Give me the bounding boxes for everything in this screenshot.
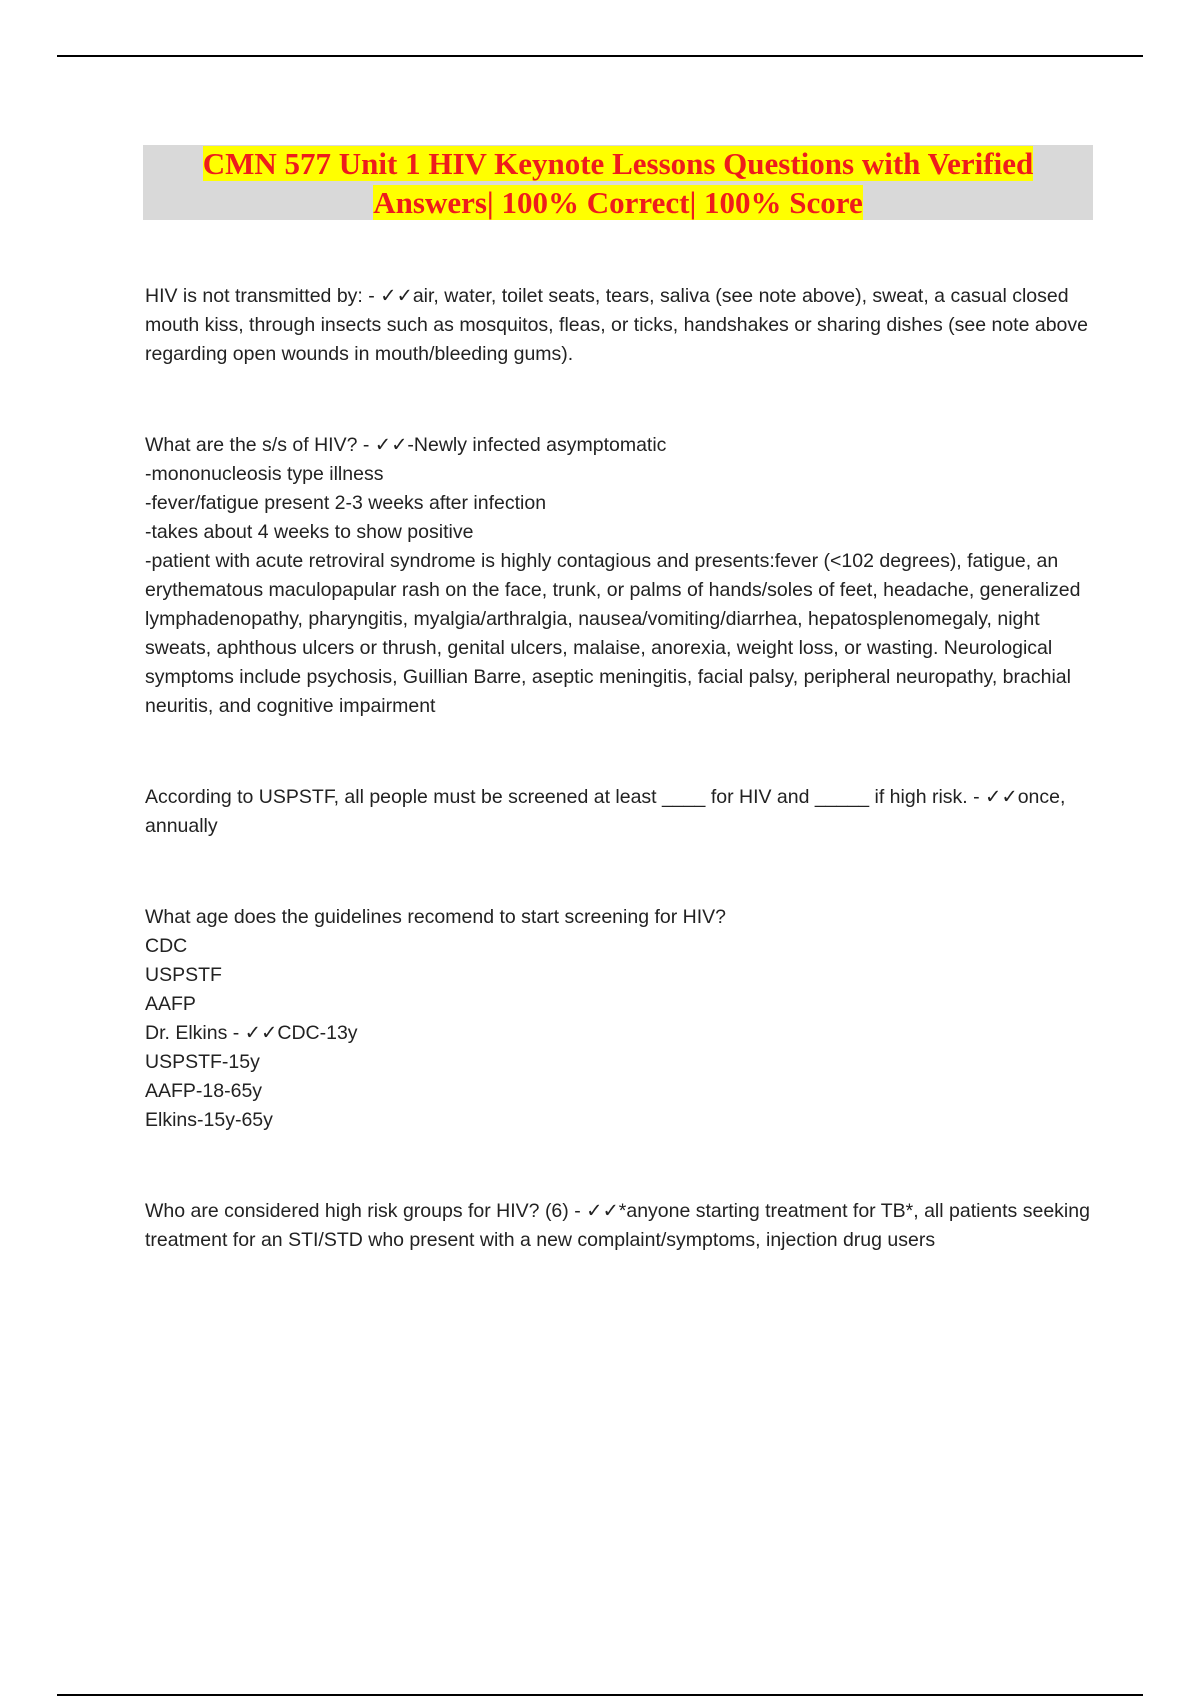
document-title: CMN 577 Unit 1 HIV Keynote Lessons Questions with Verified Answers| 100% Correct| 100% Score xyxy=(202,145,1034,220)
list-item: AAFP xyxy=(145,993,196,1015)
question-line: What age does the guidelines recomend to start screening for HIV? xyxy=(145,906,726,928)
answer-paragraph: HIV is not transmitted by: - ✓✓air, water, toilet seats, tears, saliva (see note above), sweat, a casual closed mouth kiss, through insects such as mosquitos, fleas, or ticks, handshakes or sharing dishes (see note above regarding open wounds in mouth/bleeding gums). xyxy=(145,285,1088,365)
list-item: USPSTF-15y xyxy=(145,1051,260,1073)
list-item: Dr. Elkins - ✓✓CDC-13y xyxy=(145,1022,358,1044)
list-item: USPSTF xyxy=(145,964,222,986)
qa-block-screening-age xyxy=(145,903,1095,1135)
list-item: AAFP-18-65y xyxy=(145,1080,263,1102)
title-banner xyxy=(143,145,1093,220)
header-rule xyxy=(57,55,1143,57)
answer-paragraph: Who are considered high risk groups for HIV? (6) - ✓✓*anyone starting treatment for TB*, all patients seeking treatment for an STI/STD who present with a new complaint/symptoms, injection drug users xyxy=(145,1200,1090,1251)
answer-paragraph: According to USPSTF, all people must be screened at least ____ for HIV and _____ if high risk. - ✓✓once, annually xyxy=(145,786,1066,837)
list-item: CDC xyxy=(145,935,188,957)
answer-line: -mononucleosis type illness xyxy=(145,463,384,485)
document-body xyxy=(145,282,1095,1255)
answer-paragraph: -patient with acute retroviral syndrome is highly contagious and presents:fever (<102 degrees), fatigue, an erythematous maculopapular rash on the face, trunk, or palms of hands/soles of feet, headache, generalized lymphadenopathy, pharyngitis, myalgia/arthralgia, nausea/vomiting/diarrhea, hepatosplenomegaly, night sweats, aphthous ulcers or thrush, genital ulcers, malaise, anorexia, weight loss, or wasting. Neurological symptoms include psychosis, Guillian Barre, aseptic meningitis, facial palsy, peripheral neuropathy, brachial neuritis, and cognitive impairment xyxy=(145,550,1081,717)
qa-block-transmission xyxy=(145,282,1095,369)
qa-block-symptoms xyxy=(145,431,1095,721)
qa-block-high-risk xyxy=(145,1197,1095,1255)
question-line: What are the s/s of HIV? - ✓✓-Newly infected asymptomatic xyxy=(145,434,667,456)
answer-line: -fever/fatigue present 2-3 weeks after infection xyxy=(145,492,547,514)
list-item: Elkins-15y-65y xyxy=(145,1109,273,1131)
answer-line: -takes about 4 weeks to show positive xyxy=(145,521,474,543)
footer-rule xyxy=(57,1694,1143,1696)
qa-block-uspstf-screening xyxy=(145,783,1095,841)
